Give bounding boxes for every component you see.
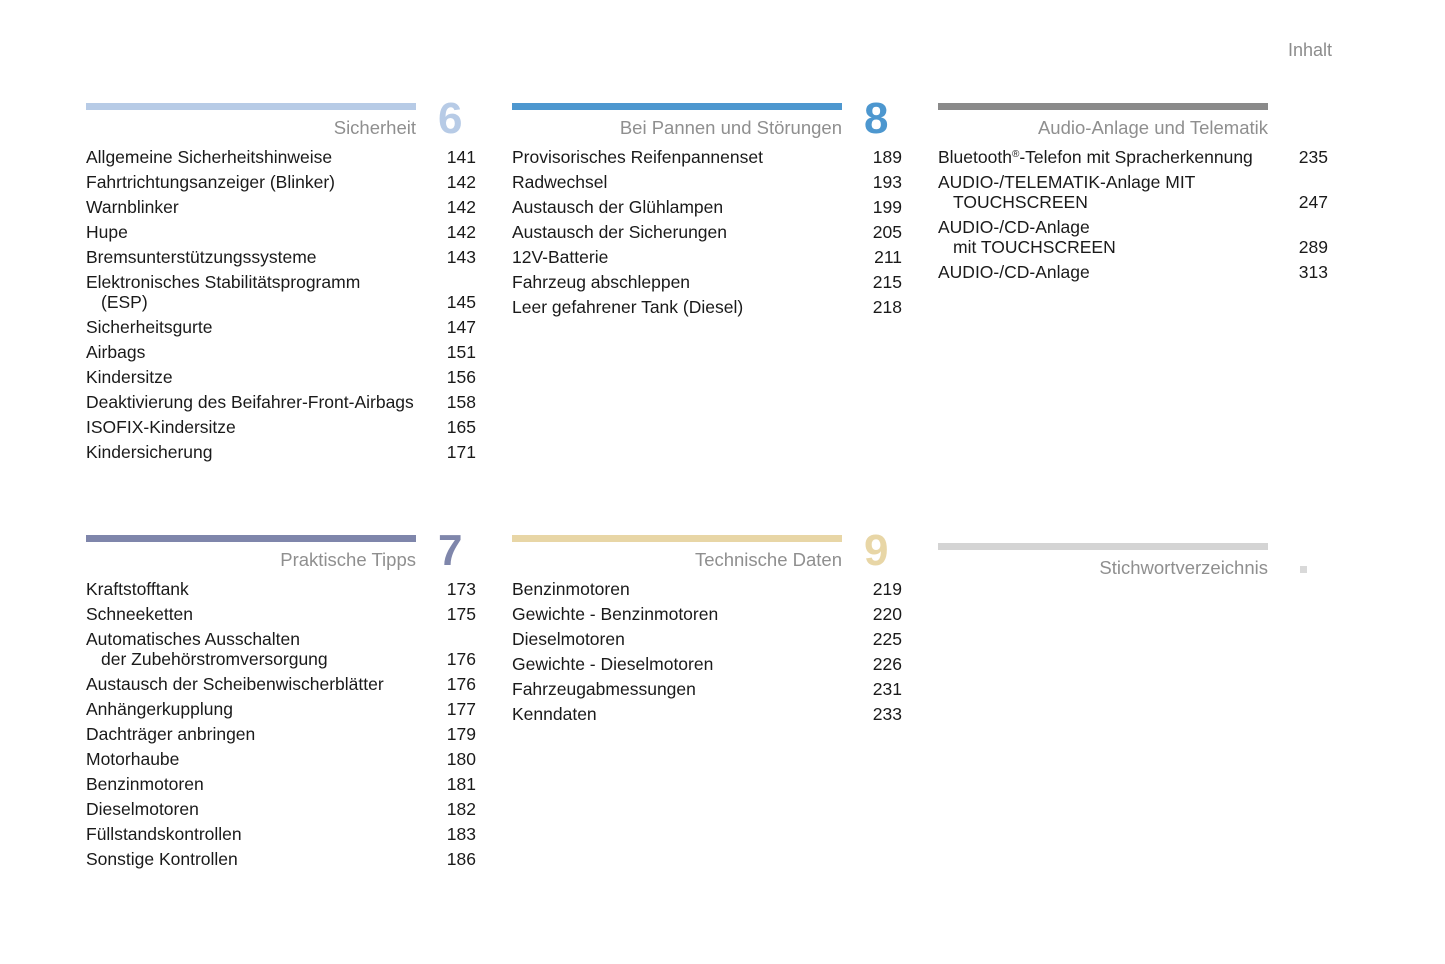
toc-entry[interactable] [512,604,902,624]
registered-mark: ® [1011,149,1020,160]
toc-entry-page-number: 215 [872,272,902,292]
toc-entry-page-number: 186 [446,849,476,869]
toc-entry-label [86,799,436,819]
section-title[interactable]: Sicherheit [333,117,416,138]
toc-entry-page-number: 247 [1298,192,1328,212]
toc-entry[interactable] [86,724,476,744]
toc-entry-label-text: Kindersitze [86,367,173,387]
toc-entry[interactable] [86,247,476,267]
toc-entry-label [512,704,862,724]
toc-entry[interactable] [938,172,1328,212]
toc-entry-page-number: 141 [446,147,476,167]
toc-entry-label-text: Schneeketten [86,604,194,624]
section-color-bar [512,103,842,110]
toc-entry-page-number: 183 [446,824,476,844]
toc-entry-label [512,172,862,192]
toc-entry-label [86,674,436,694]
toc-entry-page-number: 176 [446,649,476,669]
toc-entry-label-text: Radwechsel [512,172,608,192]
toc-entry-label [86,699,436,719]
toc-entry-label [86,749,436,769]
toc-entry-label [512,147,862,167]
toc-entry-label [86,824,436,844]
toc-entry[interactable] [512,247,902,267]
toc-entry-label [86,272,436,312]
toc-entry[interactable] [512,172,902,192]
toc-entry-label-text: Dieselmotoren [512,629,625,649]
toc-entry-label-text: Anhängerkupplung [86,699,233,719]
section-number: 7 [438,526,463,575]
toc-entry-page-number: 177 [446,699,476,719]
toc-entry-label [938,217,1288,257]
toc-entry-label-text: Deaktivierung des Beifahrer-Front-Airbags [86,392,414,412]
toc-entry-list [86,579,476,874]
toc-entry[interactable] [512,704,902,724]
section-number: 6 [438,94,463,143]
toc-entry[interactable] [86,147,476,167]
toc-entry-label-text: ISOFIX-Kindersitze [86,417,236,437]
toc-entry[interactable] [86,674,476,694]
toc-entry[interactable] [86,629,476,669]
toc-entry-page-number: 171 [446,442,476,462]
toc-entry-label-text: Kenndaten [512,704,597,724]
section-color-bar [938,543,1268,550]
toc-entry-label-text: Kraftstofftank [86,579,189,599]
toc-entry-page-number: 205 [872,222,902,242]
toc-entry[interactable] [86,579,476,599]
toc-entry-label [86,849,436,869]
toc-entry-label [86,442,436,462]
toc-entry[interactable] [86,222,476,242]
toc-entry[interactable] [86,272,476,312]
section-color-bar [86,103,416,110]
toc-entry-page-number: 165 [446,417,476,437]
toc-entry-label [512,629,862,649]
toc-entry-label [86,417,436,437]
toc-entry-list [512,147,902,322]
toc-entry-label-line2: TOUCHSCREEN [953,192,1088,212]
toc-entry-label-text: Sonstige Kontrollen [86,849,238,869]
section-marker-square [1300,566,1307,573]
toc-entry-label [512,579,862,599]
toc-entry-page-number: 142 [446,197,476,217]
toc-entry[interactable] [512,222,902,242]
toc-entry-label-text: Allgemeine Sicherheitshinweise [86,147,333,167]
section-number: 9 [864,526,889,575]
toc-entry-label-text: Gewichte - Benzinmotoren [512,604,719,624]
toc-entry-label-text: Provisorisches Reifenpannenset [512,147,763,167]
toc-entry-label [86,629,436,669]
toc-entry-label-text: Benzinmotoren [86,774,204,794]
toc-entry[interactable] [938,217,1328,257]
toc-entry[interactable] [512,679,902,699]
toc-entry-label-text: Benzinmotoren [512,579,630,599]
toc-entry-label-text: Kindersicherung [86,442,213,462]
toc-entry-label [512,247,862,267]
toc-entry[interactable] [938,262,1328,282]
toc-entry[interactable] [86,197,476,217]
toc-entry[interactable] [512,197,902,217]
toc-entry-label [86,604,436,624]
toc-entry-page-number: 231 [872,679,902,699]
toc-entry[interactable] [86,774,476,794]
toc-entry-label [86,197,436,217]
toc-entry-label [512,222,862,242]
toc-entry[interactable] [86,699,476,719]
section-title[interactable]: Praktische Tipps [280,549,416,570]
toc-entry-label [938,262,1288,282]
toc-entry-label-rest: -Telefon mit Spracherkennung [1019,147,1253,167]
toc-entry-label-text: AUDIO-/CD-Anlage [938,262,1090,282]
toc-entry-label-text: Austausch der Scheibenwischerblätter [86,674,384,694]
toc-entry-label-text: Motorhaube [86,749,180,769]
toc-entry-page-number: 143 [446,247,476,267]
toc-entry-label-text: Bremsunterstützungssysteme [86,247,317,267]
toc-entry-label-text: Dieselmotoren [86,799,199,819]
toc-entry-label [512,604,862,624]
toc-entry-page-number: 220 [872,604,902,624]
page-header-title: Inhalt [1287,40,1332,60]
toc-entry-list [86,147,476,467]
toc-entry[interactable] [86,342,476,362]
toc-entry-page-number: 193 [872,172,902,192]
toc-entry-label [938,172,1288,212]
toc-entry-page-number: 176 [446,674,476,694]
toc-entry[interactable] [86,367,476,387]
section-number: 8 [864,94,889,143]
toc-entry[interactable] [86,317,476,337]
toc-entry-page-number: 173 [446,579,476,599]
toc-entry-list [512,579,902,729]
toc-entry-label-text: AUDIO-/TELEMATIK-Anlage MIT [938,172,1196,192]
toc-entry-label [86,147,436,167]
toc-entry-label [512,197,862,217]
toc-entry-label-text: Automatisches Ausschalten [86,629,301,649]
toc-entry-page-number: 142 [446,172,476,192]
toc-entry-page-number: 151 [446,342,476,362]
toc-entry-page-number: 233 [872,704,902,724]
toc-entry[interactable] [938,147,1328,167]
toc-entry-label-line2: mit TOUCHSCREEN [953,237,1116,257]
toc-entry-list [938,147,1328,287]
toc-entry-page-number: 182 [446,799,476,819]
toc-entry-page-number: 219 [872,579,902,599]
toc-entry-label-text: Austausch der Sicherungen [512,222,727,242]
toc-entry-label-text: 12V-Batterie [512,247,609,267]
toc-entry[interactable] [512,147,902,167]
toc-entry[interactable] [86,799,476,819]
toc-entry-label [512,297,862,317]
toc-entry-page-number: 156 [446,367,476,387]
toc-entry-label [938,147,1288,167]
toc-entry-page-number: 158 [446,392,476,412]
toc-entry[interactable] [86,442,476,462]
toc-entry-label-text: Leer gefahrener Tank (Diesel) [512,297,744,317]
toc-entry-page-number: 235 [1298,147,1328,167]
toc-entry[interactable] [512,297,902,317]
toc-entry-label-text: AUDIO-/CD-Anlage [938,217,1090,237]
toc-entry-label [86,774,436,794]
toc-entry-label [86,317,436,337]
toc-entry-label [86,172,436,192]
toc-entry-label [512,272,862,292]
toc-entry-page-number: 225 [872,629,902,649]
toc-entry[interactable] [86,172,476,192]
toc-entry-label [86,247,436,267]
section-color-bar [512,535,842,542]
toc-entry[interactable] [512,272,902,292]
toc-entry-page-number: 189 [872,147,902,167]
toc-entry[interactable] [86,417,476,437]
toc-entry[interactable] [86,824,476,844]
toc-entry-page-number: 179 [446,724,476,744]
toc-entry-label [86,367,436,387]
toc-entry[interactable] [86,604,476,624]
toc-entry-label-text: Hupe [86,222,128,242]
toc-entry-page-number: 211 [874,247,902,267]
toc-entry-label [512,679,862,699]
toc-entry-label-text: Sicherheitsgurte [86,317,213,337]
toc-entry-label-text: Füllstandskontrollen [86,824,242,844]
section-title[interactable]: Stichwortverzeichnis [1099,557,1268,578]
toc-entry-label-text: Fahrtrichtungsanzeiger (Blinker) [86,172,335,192]
toc-entry-label [86,392,436,412]
toc-entry-label-line2: der Zubehörstromversorgung [101,649,328,669]
toc-entry-label [86,222,436,242]
section-color-bar [938,103,1268,110]
section-title[interactable]: Bei Pannen und Störungen [619,117,842,138]
toc-entry-label-text: Airbags [86,342,146,362]
toc-entry-page-number: 147 [446,317,476,337]
toc-entry-label-text: Elektronisches Stabilitätsprogramm [86,272,361,292]
toc-entry-label-text: Gewichte - Dieselmotoren [512,654,714,674]
toc-entry-page-number: 218 [872,297,902,317]
toc-entry-page-number: 180 [446,749,476,769]
toc-entry-label-text: Dachträger anbringen [86,724,256,744]
toc-entry[interactable] [512,654,902,674]
toc-entry-page-number: 226 [872,654,902,674]
section-color-bar [86,535,416,542]
toc-entry[interactable] [86,849,476,869]
toc-entry-page-number: 289 [1298,237,1328,257]
toc-entry[interactable] [86,749,476,769]
toc-entry-page-number: 313 [1298,262,1328,282]
toc-entry[interactable] [512,579,902,599]
toc-entry-page-number: 175 [446,604,476,624]
toc-entry-label-text: Austausch der Glühlampen [512,197,724,217]
toc-entry-page-number: 199 [872,197,902,217]
toc-entry-page-number: 181 [446,774,476,794]
toc-entry-label-line2: (ESP) [101,292,148,312]
toc-entry-page-number: 142 [446,222,476,242]
section-title[interactable]: Audio-Anlage und Telematik [1037,117,1268,138]
toc-entry-label [86,579,436,599]
toc-entry-label-text: Fahrzeugabmessungen [512,679,696,699]
toc-entry[interactable] [512,629,902,649]
toc-entry-page-number: 145 [446,292,476,312]
toc-entry-label [86,724,436,744]
toc-entry-label-text: Warnblinker [86,197,179,217]
toc-entry-label-text: Bluetooth [938,147,1012,167]
toc-entry-label [512,654,862,674]
toc-entry-label-text: Fahrzeug abschleppen [512,272,691,292]
section-title[interactable]: Technische Daten [694,549,842,570]
toc-entry[interactable] [86,392,476,412]
toc-entry-label [86,342,436,362]
